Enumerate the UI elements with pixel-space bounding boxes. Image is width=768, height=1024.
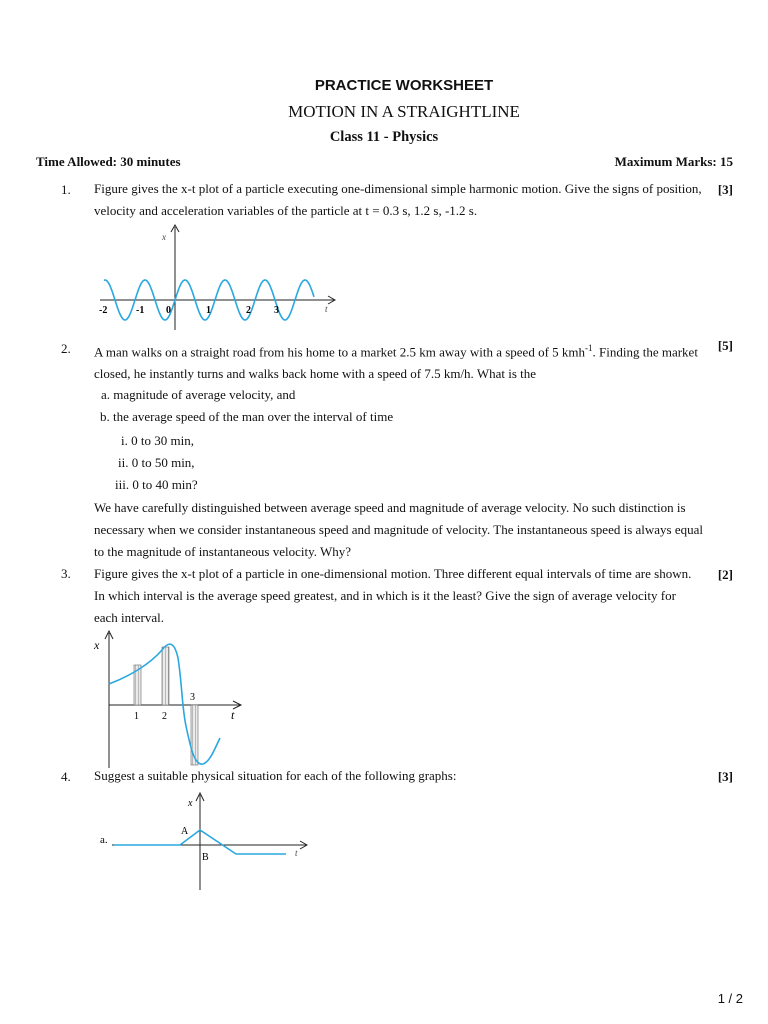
page-number: 1 / 2 [717, 991, 743, 1006]
question-4-text: Suggest a suitable physical situation for each of the following graphs: [94, 768, 457, 783]
question-2-subpart-ii: ii. 0 to 50 min, [118, 455, 195, 470]
question-2-note: We have carefully distinguished between average speed and magnitude of average velocity. No such distinction is necessary when we consider instantaneous speed and magnitude of velocity. The instantaneous speed is always equal to the magnitude of instantaneous velocity. Why? [94, 500, 704, 559]
question-3-figure [90, 628, 250, 770]
question-1-figure [96, 222, 346, 336]
x-axis-label: x [162, 232, 166, 242]
t-axis-label: t [295, 848, 298, 858]
question-3-number: 3. [61, 566, 71, 581]
question-2-number: 2. [61, 341, 71, 356]
worksheet-title: PRACTICE WORKSHEET [314, 77, 494, 94]
class-subject: Class 11 - Physics [329, 129, 439, 145]
question-2-text-pre: A man walks on a straight road from his home to a market 2.5 km away with a speed of 5 kmh [94, 344, 586, 360]
time-allowed: Time Allowed: 30 minutes [36, 154, 181, 169]
question-2-subpart-iii: iii. 0 to 40 min? [115, 477, 198, 492]
point-a-label: A [181, 826, 189, 837]
tick-label-neg2: -2 [99, 305, 108, 316]
maximum-marks: Maximum Marks: 15 [614, 154, 733, 169]
tick-label-0: 0 [166, 305, 171, 316]
chapter-title: MOTION IN A STRAIGHTLINE [288, 102, 520, 121]
tick-label-2: 2 [246, 305, 251, 316]
question-4-marks: [3] [717, 769, 733, 784]
question-2-text [94, 337, 702, 385]
question-1-marks: [3] [717, 182, 733, 197]
t-axis-label: t [325, 304, 328, 314]
x-axis-label: x [188, 798, 193, 809]
tick-label-1: 1 [206, 305, 211, 316]
t-axis-label: t [231, 708, 235, 722]
question-3-text: Figure gives the x-t plot of a particle in one-dimensional motion. Three different equal intervals of time are shown. In which interval is the average speed greatest, and in which is it the least? Give the sign of average velocity for each interval. [94, 566, 692, 625]
interval-1-label: 1 [134, 711, 139, 722]
interval-2-label: 2 [162, 711, 167, 722]
question-2-text-sup: -1 [585, 343, 593, 353]
interval-3-label: 3 [190, 692, 195, 703]
question-1-text: Figure gives the x-t plot of a particle executing one-dimensional simple harmonic motion. Give the signs of position, velocity and acceleration variables of the particle at t = 0.3 s, 1.2 s, -1.2 s. [94, 181, 702, 218]
point-b-label: B [202, 852, 209, 863]
tick-label-neg1: -1 [136, 305, 145, 316]
question-4-number: 4. [61, 769, 71, 784]
interval-2-shading [162, 647, 169, 705]
question-4-figure [96, 790, 316, 892]
graph-a-label: a. [100, 834, 108, 846]
tick-label-3: 3 [274, 305, 279, 316]
question-2-marks: [5] [717, 338, 733, 353]
question-2-part-a: a. magnitude of average velocity, and [101, 387, 296, 402]
x-axis-label: x [94, 638, 100, 652]
question-2-part-b: b. the average speed of the man over the interval of time [100, 409, 394, 424]
question-2-subpart-i: i. 0 to 30 min, [121, 433, 194, 448]
question-2-text-post: . Finding the market closed, he instantly turns and walks back home with a speed of 7.5 km/h. What is the [94, 344, 698, 382]
question-1-number: 1. [61, 182, 71, 197]
question-3-marks: [2] [717, 567, 733, 582]
